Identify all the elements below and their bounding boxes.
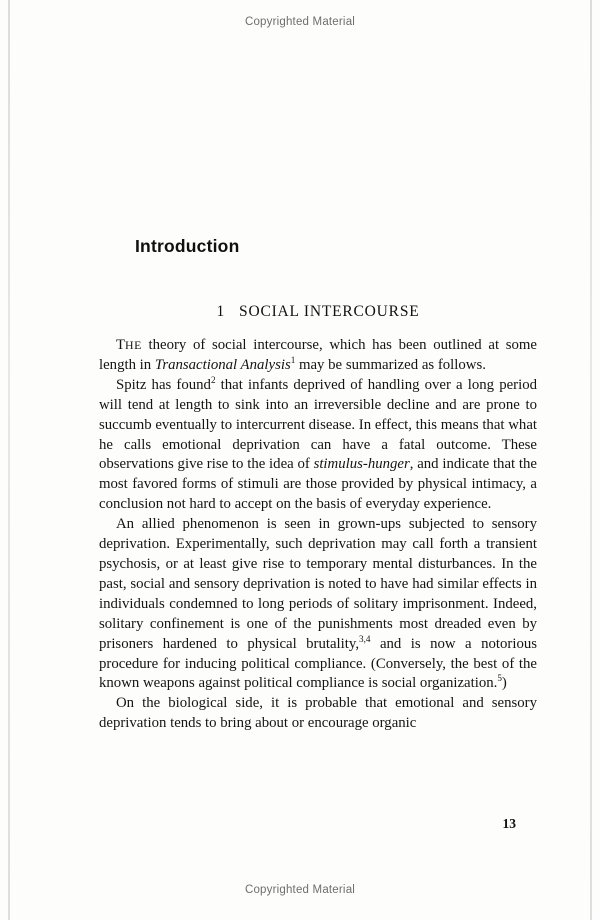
paragraph: THE theory of social intercourse, which has been outlined at some length in Transactional Analysis$^1$ may be summarized as follows. — [99, 337, 537, 373]
copyright-notice-top: Copyrighted Material — [244, 16, 356, 28]
paragraph: Spitz has found$^2$ that infants deprived of handling over a long period will tend at length to sink into an irreversible decline and are prone to succumb eventually to intercurrent disease. In effect, this means that what he calls emotional deprivation can have a fatal outcome. These observations give rise to the idea of stimulus-hunger, and indicate that the most favored forms of stimuli are those provided by physical intimacy, a conclusion not hard to accept on the basis of everyday experience. — [99, 374, 537, 513]
body-text — [99, 336, 537, 734]
page-content — [99, 236, 537, 734]
page-edge-left — [8, 0, 10, 920]
paragraph: An allied phenomenon is seen in grown-ups subjected to sensory deprivation. Experimentally, such deprivation may call forth a transient psychosis, or at least give rise to temporary mental disturbances. In the past, social and sensory deprivation is noted to have had similar effects in individuals condemned to long periods of solitary imprisonment. Indeed, solitary confinement is one of the punishments most dreaded even by prisoners hardened to physical brutality,$^{3,4}$ and is now a notorious procedure for inducing political compliance. (Conversely, the best of the known weapons against political compliance is social organization.$^5$) — [99, 516, 537, 692]
page-edge-right — [590, 0, 592, 920]
page-number: 13 — [502, 816, 516, 831]
paragraph: On the biological side, it is probable that emotional and sensory deprivation tends to bring about or encourage organic — [99, 695, 537, 732]
section-heading: 1 SOCIAL INTERCOURSE — [216, 303, 420, 320]
chapter-title: Introduction — [135, 236, 240, 256]
copyright-notice-bottom: Copyrighted Material — [244, 884, 356, 896]
